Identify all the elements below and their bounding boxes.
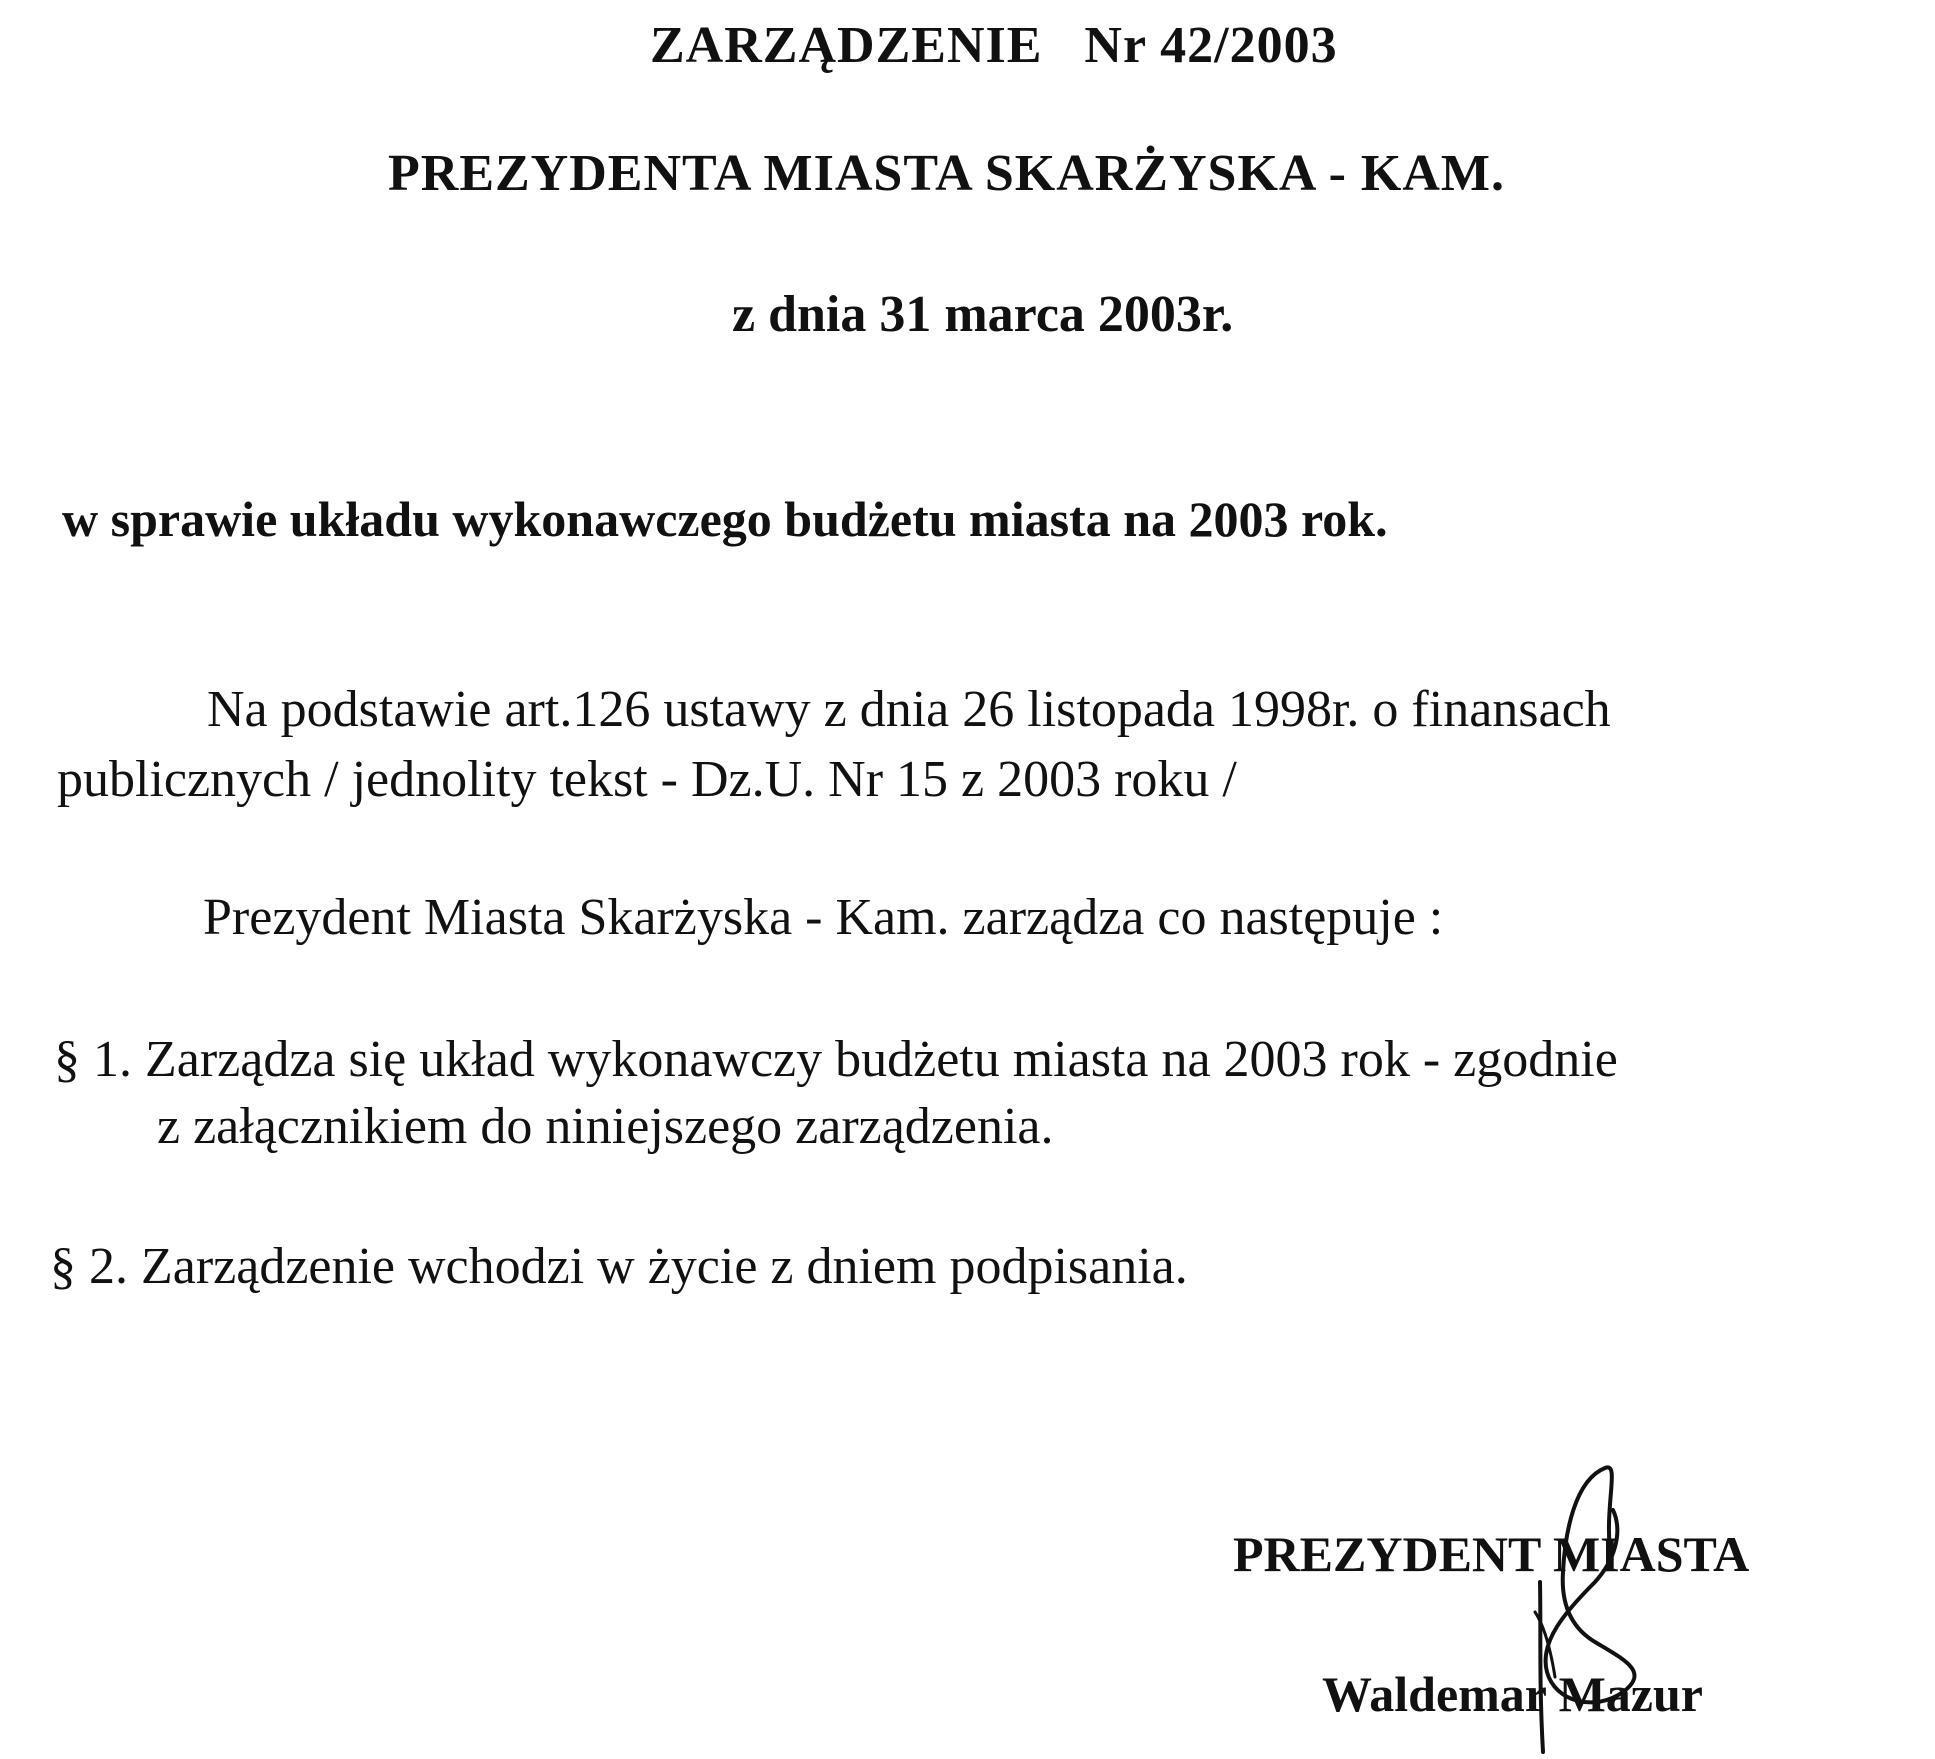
document-title [650, 16, 1338, 75]
paragraph-2: § 2. Zarządzenie wchodzi w życie z dniem podpisania. [50, 1238, 1188, 1295]
document-number: Nr 42/2003 [1084, 17, 1338, 74]
paragraph-1-line-2: z załącznikiem do niniejszego zarządzenia. [157, 1098, 1054, 1155]
signatory-name: Waldemar Mazur [1322, 1666, 1703, 1722]
legal-basis-line-1: Na podstawie art.126 ustawy z dnia 26 listopada 1998r. o finansach [207, 681, 1611, 738]
signatory-title: PREZYDENT MIASTA [1233, 1526, 1750, 1582]
document-subject: w sprawie układu wykonawczego budżetu miasta na 2003 rok. [62, 491, 1388, 547]
handwritten-signature [1455, 1462, 1665, 1759]
document-type: ZARZĄDZENIE [650, 17, 1043, 74]
paragraph-1-line-1: § 1. Zarządza się układ wykonawczy budżetu miasta na 2003 rok - zgodnie [54, 1031, 1618, 1088]
decree-statement: Prezydent Miasta Skarżyska - Kam. zarządza co następuje : [203, 889, 1444, 946]
document-date: z dnia 31 marca 2003r. [732, 286, 1234, 343]
issuer-heading: PREZYDENTA MIASTA SKARŻYSKA - KAM. [388, 145, 1505, 202]
legal-basis-line-2: publicznych / jednolity tekst - Dz.U. Nr 15 z 2003 roku / [57, 751, 1237, 808]
